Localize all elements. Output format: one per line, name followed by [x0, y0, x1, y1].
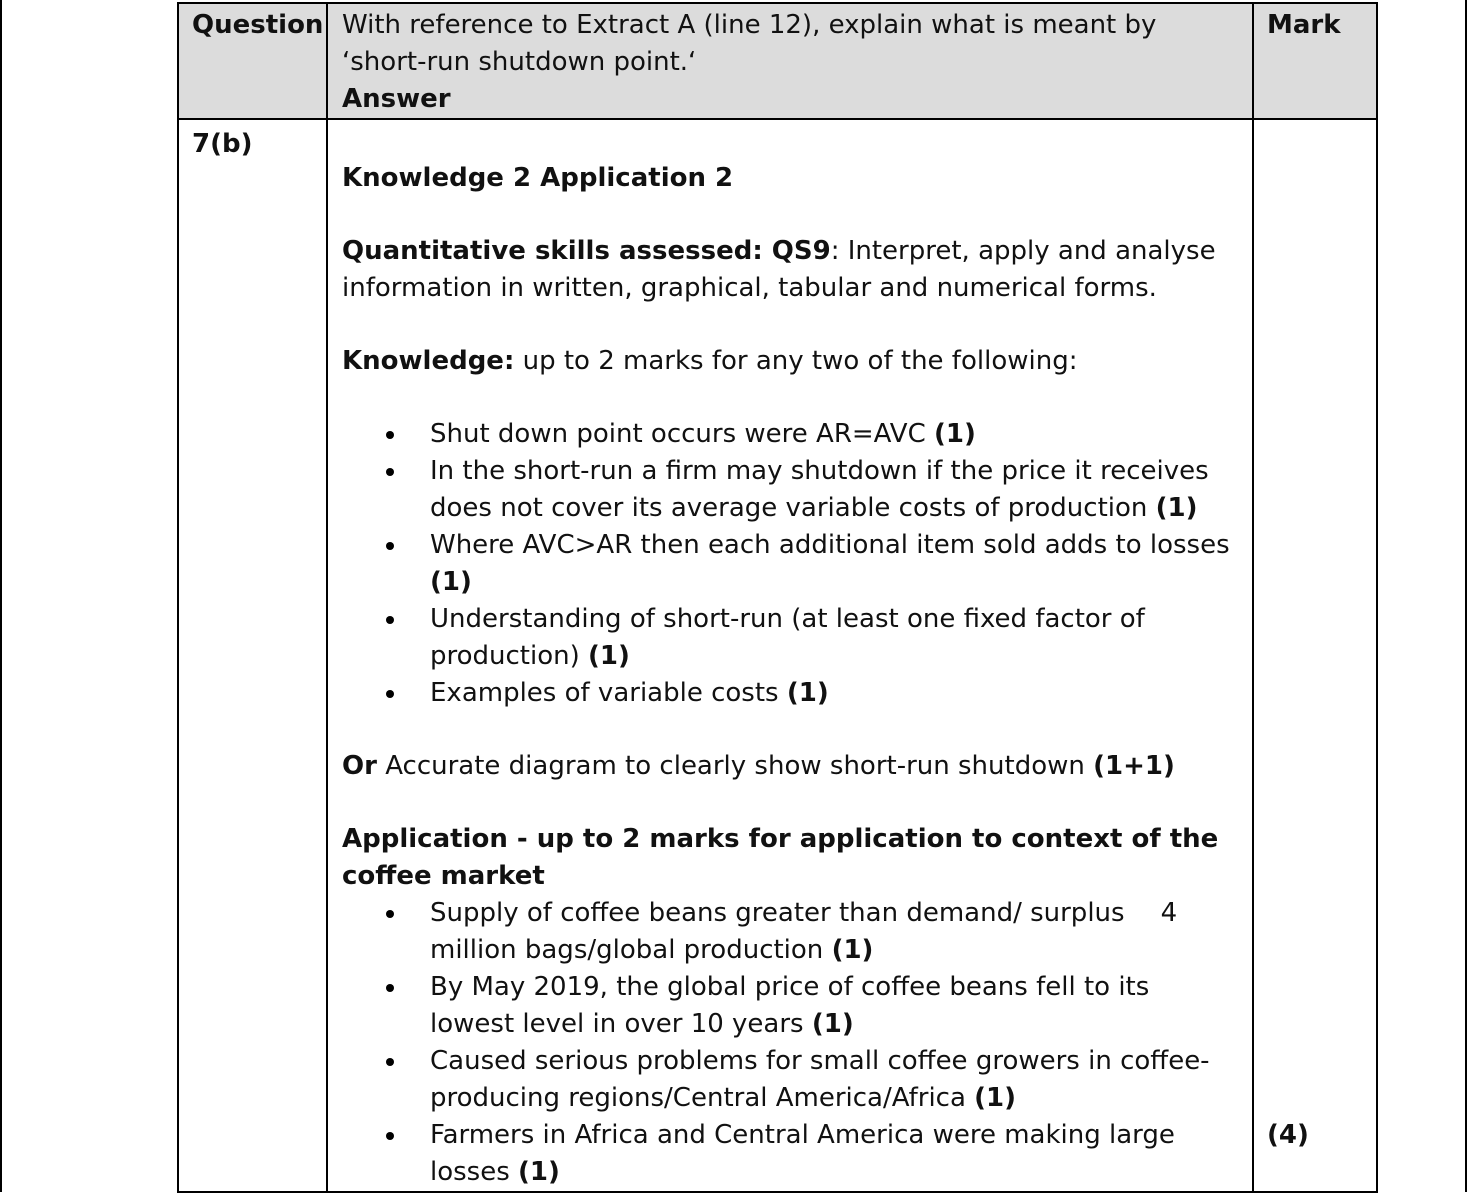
bullet-icon: [386, 690, 394, 698]
bullet-icon: [386, 1132, 394, 1140]
question-number: 7(b): [178, 119, 327, 1192]
knowledge-list: [342, 416, 1238, 712]
answer-label: Answer: [342, 84, 451, 114]
bullet-icon: [386, 468, 394, 476]
or-bold: Or: [342, 751, 377, 781]
qs-paragraph: [342, 233, 1238, 307]
question-header-cell: Question: [178, 3, 327, 119]
mark-scheme-table: [177, 2, 1378, 1193]
question-text-line-2: ‘short-run shutdown point.‘: [342, 47, 697, 77]
question-text-line-1: With reference to Extract A (line 12), explain what is meant by: [342, 10, 1157, 40]
bullet-icon: [386, 1058, 394, 1066]
knowledge-text: up to 2 marks for any two of the following:: [514, 346, 1078, 376]
list-item: Farmers in Africa and Central America were making large losses (1): [342, 1117, 1238, 1191]
bullet-icon: [386, 984, 394, 992]
list-item: Shut down point occurs were AR=AVC (1): [342, 416, 1238, 453]
list-item: Caused serious problems for small coffee growers in coffee-producing regions/Central America/Africa (1): [342, 1043, 1238, 1117]
list-item: Understanding of short-run (at least one fixed factor of production) (1): [342, 601, 1238, 675]
bullet-icon: [386, 616, 394, 624]
list-item: Supply of coffee beans greater than demand/ surplus 4 million bags/global production (1): [342, 895, 1238, 969]
bullet-icon: [386, 431, 394, 439]
page-left-border: [0, 0, 2, 1192]
application-heading: Application - up to 2 marks for application to context of the coffee market: [342, 824, 1219, 891]
answer-row: [178, 119, 1377, 1192]
answer-content: [327, 119, 1253, 1192]
list-item: Where AVC>AR then each additional item sold adds to losses (1): [342, 527, 1238, 601]
bullet-icon: [386, 542, 394, 550]
table-header-row: [178, 3, 1377, 119]
application-list: [342, 895, 1238, 1191]
bullet-icon: [386, 910, 394, 918]
or-text: Accurate diagram to clearly show short-run shutdown: [376, 751, 1094, 781]
qs-bold: Quantitative skills assessed: QS9: [342, 236, 831, 266]
page-right-border: [1465, 0, 1467, 1192]
list-item: By May 2019, the global price of coffee beans fell to its lowest level in over 10 years (1): [342, 969, 1238, 1043]
knowledge-bold: Knowledge:: [342, 346, 515, 376]
ka-heading: Knowledge 2 Application 2: [342, 163, 734, 193]
knowledge-paragraph: [342, 343, 1238, 380]
qs-text: : Interpret, apply and analyse information in written, graphical, tabular and numerical forms.: [342, 236, 1216, 303]
or-paragraph: [342, 748, 1238, 785]
question-text-cell: [327, 3, 1253, 119]
or-mark: (1+1): [1093, 751, 1175, 781]
mark-header-cell: Mark: [1253, 3, 1377, 119]
list-item: In the short-run a firm may shutdown if the price it receives does not cover its average variable costs of production (1): [342, 453, 1238, 527]
list-item: Examples of variable costs (1): [342, 675, 1238, 712]
mark-value: (4): [1253, 119, 1377, 1192]
